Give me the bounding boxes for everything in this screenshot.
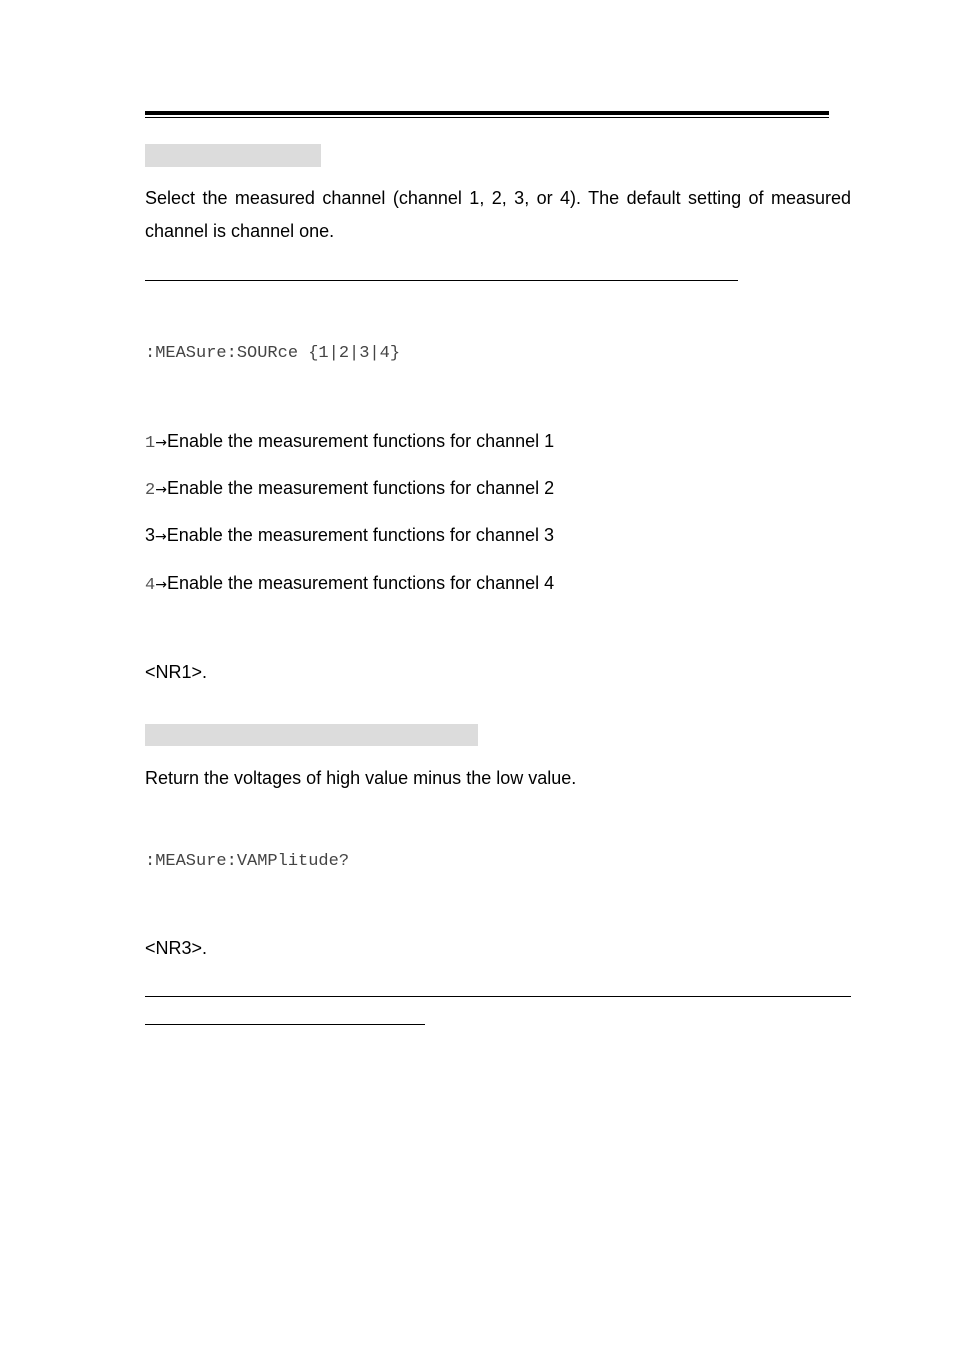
- option-value: 1: [145, 434, 156, 453]
- divider-line: [145, 1024, 425, 1025]
- source-description: Select the measured channel (channel 1, 2, 3, or 4). The default setting of measured channel is channel one.: [145, 188, 851, 241]
- section-heading-vamplitude: [145, 724, 478, 746]
- source-return-format: <NR1>.: [145, 662, 208, 682]
- option-text: Enable the measurement functions for channel 1: [166, 431, 555, 451]
- option-value: 2: [145, 481, 156, 500]
- vamplitude-command-syntax: :MEASure:VAMPlitude?: [145, 852, 350, 871]
- option-item-channel-2: [145, 476, 554, 503]
- arrow-icon: →: [155, 577, 167, 593]
- vamplitude-return-format: <NR3>.: [145, 938, 208, 958]
- option-value: 3: [145, 525, 156, 545]
- divider-line: [145, 996, 851, 997]
- option-text: Enable the measurement functions for channel 2: [166, 478, 555, 498]
- option-item-channel-3: [145, 523, 554, 549]
- arrow-icon: →: [155, 529, 167, 545]
- arrow-icon: →: [155, 482, 167, 498]
- option-text: Enable the measurement functions for channel 3: [166, 525, 554, 545]
- option-text: Enable the measurement functions for channel 4: [166, 573, 555, 593]
- arrow-icon: →: [155, 435, 167, 451]
- vamplitude-description: Return the voltages of high value minus the low value.: [145, 768, 577, 788]
- divider-line: [145, 280, 738, 281]
- section-heading-source: [145, 144, 321, 167]
- option-item-channel-1: [145, 429, 554, 456]
- source-command-syntax: :MEASure:SOURce {1|2|3|4}: [145, 344, 401, 363]
- header-rule-thick: [145, 111, 829, 115]
- option-value: 4: [145, 576, 156, 595]
- option-item-channel-4: [145, 571, 554, 598]
- header-rule-thin: [145, 117, 829, 118]
